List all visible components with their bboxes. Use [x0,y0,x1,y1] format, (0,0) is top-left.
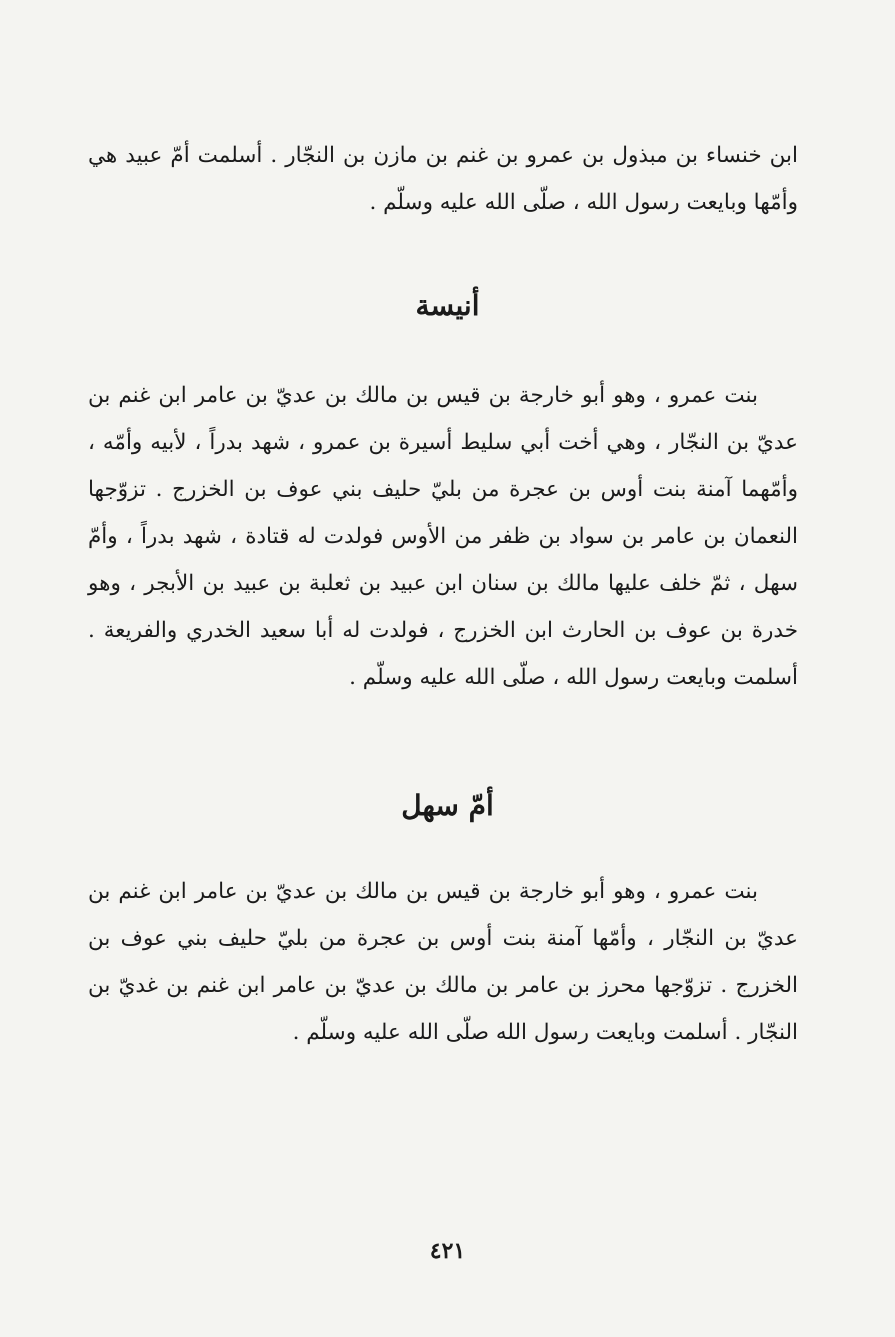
section-body-anisa: بنت عمرو ، وهو أبو خارجة بن قيس بن مالك بن عديّ بن عامر ابن غنم بن عديّ بن النجّار ، وهي أخت أبي سليط أسيرة بن عمرو ، شهد بدراً ، لأبيه وأمّه ، وأمّهما آمنة بنت أوس بن عجرة من بليّ حليف بني عوف بن الخزرج . تزوّجها النعمان بن عامر بن سواد بن ظفر من الأوس فولدت له قتادة ، شهد بدراً ، وأمّ سهل ، ثمّ خلف عليها مالك بن سنان ابن عبيد بن ثعلبة بن عبيد بن الأبجر ، وهو خدرة بن عوف بن الحارث ابن الخزرج ، فولدت له أبا سعيد الخدري والفريعة . أسلمت وبايعت رسول الله ، صلّى الله عليه وسلّم . [88,383,798,690]
section-body-umm-sahl: بنت عمرو ، وهو أبو خارجة بن قيس بن مالك بن عديّ بن عامر ابن غنم بن عديّ بن النجّار ، وأمّها آمنة بنت أوس بن عجرة من بليّ حليف بني عوف بن الخزرج . تزوّجها محرز بن عامر بن مالك بن عديّ بن عامر ابن غنم بن غديّ بن النجّار . أسلمت وبايعت رسول الله صلّى الله عليه وسلّم . [88,879,798,1045]
page-number: ٤٢١ [429,1238,466,1264]
intro-paragraph: ابن خنساء بن مبذول بن عمرو بن غنم بن مازن بن النجّار . أسلمت أمّ عبيد هي وأمّها وبايعت رسول الله ، صلّى الله عليه وسلّم . [88,143,798,215]
section-title-umm-sahl: أمّ سهل [401,789,494,822]
section-title-anisa: أنيسة [415,289,480,322]
